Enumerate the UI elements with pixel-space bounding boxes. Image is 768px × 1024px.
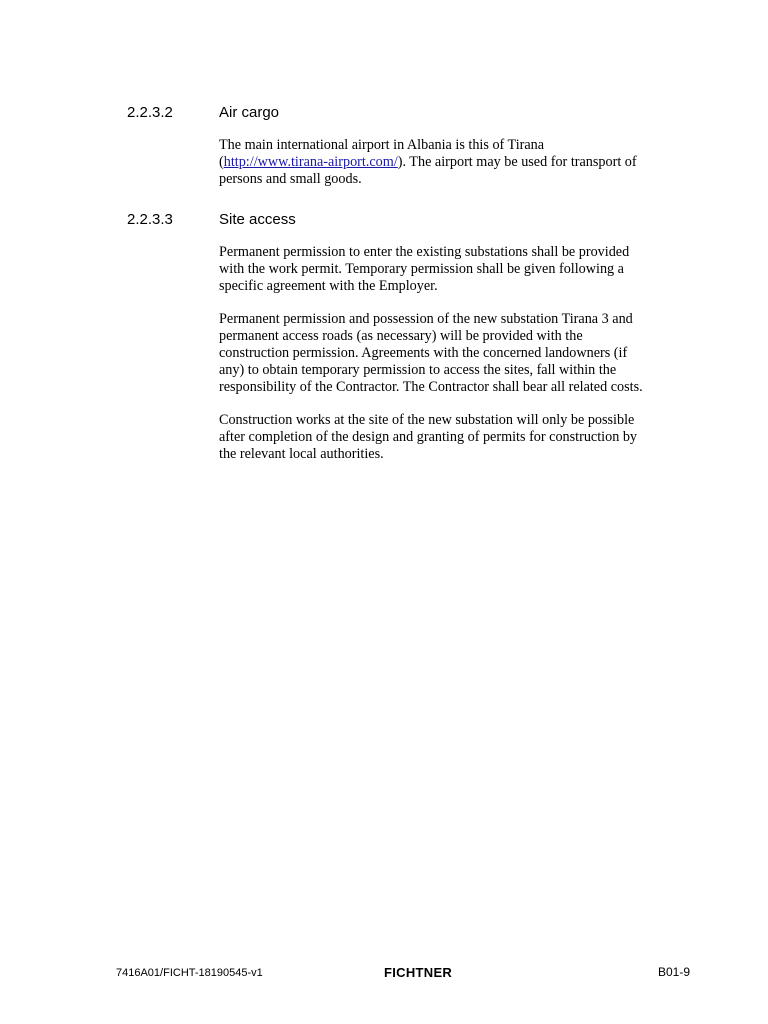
footer-company-logo: FICHTNER <box>384 965 453 980</box>
section-title: Air cargo <box>219 104 280 121</box>
paragraph-line: the relevant local authorities. <box>219 446 384 462</box>
paragraph-text: ). The airport may be used for transport of <box>397 154 637 170</box>
paragraph-line: specific agreement with the Employer. <box>219 278 438 294</box>
paragraph-line: construction permission. Agreements with the concerned landowners (if <box>219 345 628 361</box>
footer-page-number: B01-9 <box>658 965 691 979</box>
paren-open: ( <box>219 154 224 170</box>
paragraph-line: after completion of the design and granting of permits for construction by <box>219 429 638 445</box>
paragraph-site-access-3 <box>219 412 709 463</box>
paragraph-line: with the work permit. Temporary permission shall be given following a <box>219 261 624 277</box>
paragraph-line: Permanent permission to enter the existing substations shall be provided <box>219 244 630 260</box>
paragraph-site-access-2 <box>219 311 709 396</box>
paragraph-site-access-1 <box>219 244 709 295</box>
section-title: Site access <box>219 211 296 228</box>
paragraph-line: any) to obtain temporary permission to access the sites, fall within the <box>219 362 617 378</box>
paragraph-line: persons and small goods. <box>219 171 362 187</box>
paragraph-line <box>219 154 709 171</box>
paragraph-line: permanent access roads (as necessary) will be provided with the <box>219 328 583 344</box>
paragraph-line: Permanent permission and possession of the new substation Tirana 3 and <box>219 311 633 327</box>
section-number: 2.2.3.2 <box>127 104 173 121</box>
paragraph-air-cargo <box>219 137 709 188</box>
airport-link[interactable]: http://www.tirana-airport.com/ <box>223 154 398 170</box>
paragraph-line: responsibility of the Contractor. The Contractor shall bear all related costs. <box>219 379 643 395</box>
section-number: 2.2.3.3 <box>127 211 173 228</box>
footer-document-id: 7416A01/FICHT-18190545-v1 <box>116 967 263 979</box>
paragraph-line: Construction works at the site of the new substation will only be possible <box>219 412 635 428</box>
paragraph-line: The main international airport in Albania is this of Tirana <box>219 137 545 153</box>
